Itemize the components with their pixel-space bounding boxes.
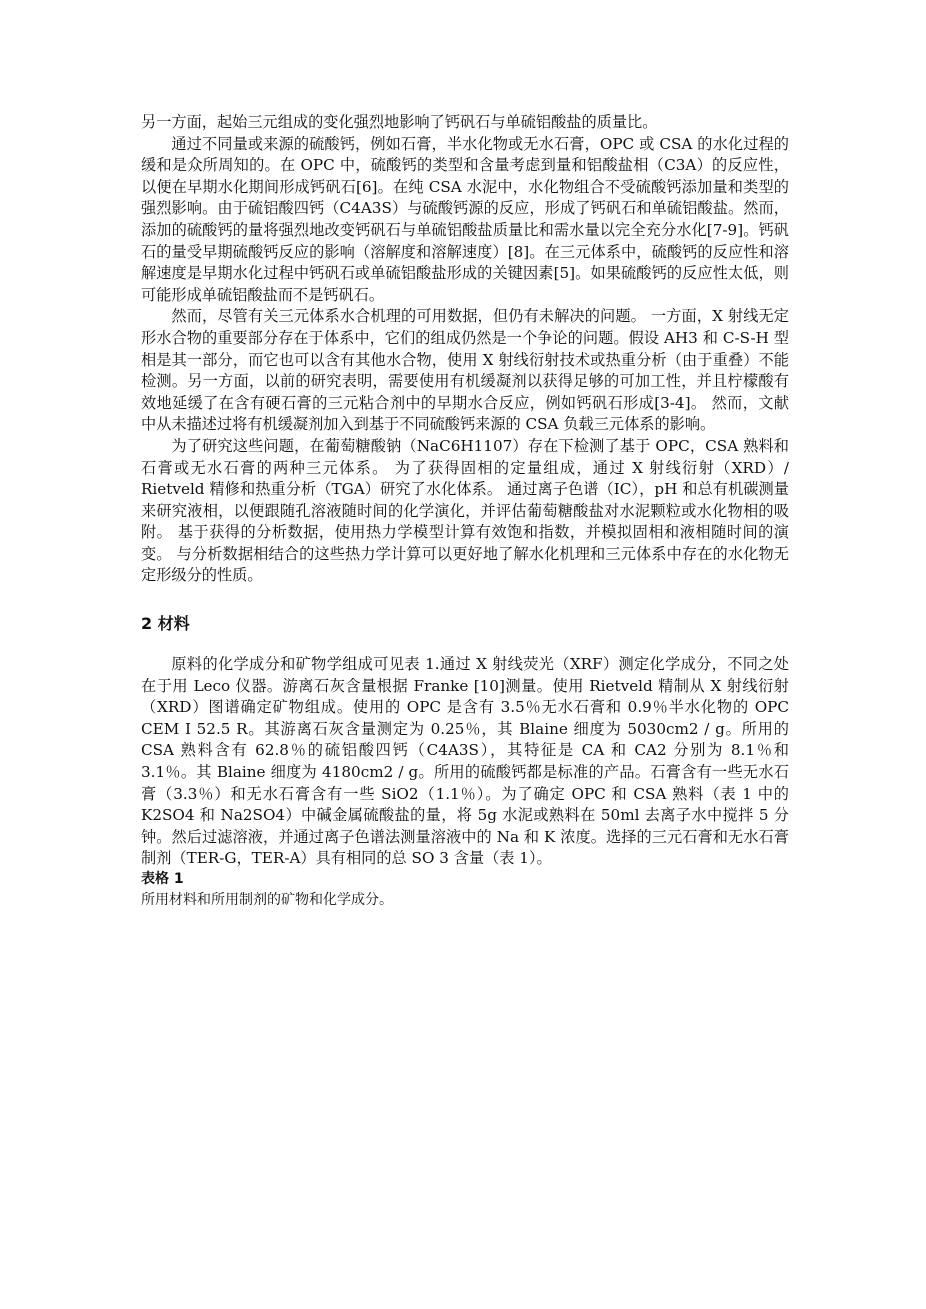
paragraph-study-approach: 为了研究这些问题，在葡萄糖酸钠（NaC6H1107）存在下检测了基于 OPC，CSA 熟料和石膏或无水石膏的两种三元体系。 为了获得固相的定量组成，通过 X 射线衍射（XRD）/ Rietveld 精修和热重分析（TGA）研究了水化体系。 通过离子色谱（IC），pH 和总有机碳测量来研究液相，以便跟随孔溶液随时间的化学演化，并评估葡萄糖酸盐对水泥颗粒或水化物相的吸附。 基于获得的分析数据，使用热力学模型计算有效饱和指数，并模拟固相和液相随时间的演变。 与分析数据相结合的这些热力学计算可以更好地了解水化机理和三元体系中存在的水化物无定形级分的性质。 xyxy=(141,436,789,585)
table-caption: 所用材料和所用制剂的矿物和化学成分。 xyxy=(141,892,393,908)
paragraph-materials: 原料的化学成分和矿物学组成可见表 1.通过 X 射线荧光（XRF）测定化学成分，不同之处在于用 Leco 仪器。游离石灰含量根据 Franke [10]测量。使用 Rietveld 精制从 X 射线衍射（XRD）图谱确定矿物组成。使用的 OPC 是含有 3.5％无水石膏和 0.9％半水化物的 OPC CEM I 52.5 R。其游离石灰含量测定为 0.25％，其 Blaine 细度为 5030cm2 / g。所用的 CSA 熟料含有 62.8％的硫铝酸四钙（C4A3S），其特征是 CA 和 CA2 分别为 8.1％和 3.1％。其 Blaine 细度为 4180cm2 / g。所用的硫酸钙都是标准的产品。石膏含有一些无水石膏（3.3％）和无水石膏含有一些 SiO2（1.1％）。为了确定 OPC 和 CSA 熟料（表 1 中的 K2SO4 和 Na2SO4）中碱金属硫酸盐的量，将 5g 水泥或熟料在 50ml 去离子水中搅拌 5 分钟。然后过滤溶液，并通过离子色谱法测量溶液中的 Na 和 K 浓度。选择的三元石膏和无水石膏制剂（TER-G，TER-A）具有相同的总 SO 3 含量（表 1）。 xyxy=(141,655,789,868)
paragraph-open-questions: 然而，尽管有关三元体系水合机理的可用数据，但仍有未解决的问题。 一方面，X 射线无定形水合物的重要部分存在于体系中，它们的组成仍然是一个争论的问题。假设 AH3 和 C-S-H 型相是其一部分，而它也可以含有其他水合物，使用 X 射线衍射技术或热重分析（由于重叠）不能检测。另一方面，以前的研究表明，需要使用有机缓凝剂以获得足够的可加工性，并且柠檬酸有效地延缓了在含有硬石膏的三元粘合剂中的早期水合反应，例如钙矾石形成[3-4]。 然而，文献中从未描述过将有机缓凝剂加入到基于不同硫酸钙来源的 CSA 负载三元体系的影响。 xyxy=(141,307,789,434)
paragraph-intro: 另一方面，起始三元组成的变化强烈地影响了钙矾石与单硫铝酸盐的质量比。 xyxy=(141,113,658,131)
table-label: 表格 1 xyxy=(141,871,184,887)
document-page xyxy=(141,112,789,911)
section-heading-materials: 2 材料 xyxy=(141,614,190,634)
paragraph-calcium-sulfate: 通过不同量或来源的硫酸钙，例如石膏，半水化物或无水石膏，OPC 或 CSA 的水化过程的缓和是众所周知的。在 OPC 中，硫酸钙的类型和含量考虑到量和铝酸盐相（C3A）的反应性，以便在早期水化期间形成钙矾石[6]。在纯 CSA 水泥中，水化物组合不受硫酸钙添加量和类型的强烈影响。由于硫铝酸四钙（C4A3S）与硫酸钙源的反应，形成了钙矾石和单硫铝酸盐。然而，添加的硫酸钙的量将强烈地改变钙矾石与单硫铝酸盐质量比和需水量以完全充分水化[7-9]。钙矾石的量受早期硫酸钙反应的影响（溶解度和溶解速度）[8]。在三元体系中，硫酸钙的反应性和溶解速度是早期水化过程中钙矾石或单硫铝酸盐形成的关键因素[5]。如果硫酸钙的反应性太低，则可能形成单硫铝酸盐而不是钙矾石。 xyxy=(141,134,789,304)
